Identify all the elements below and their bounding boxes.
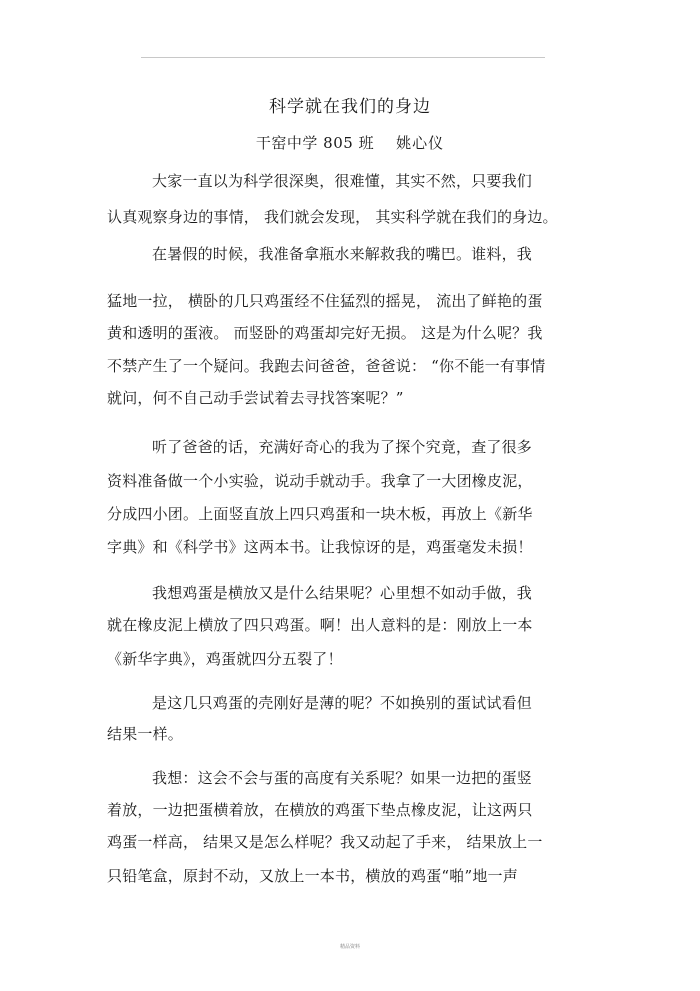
paragraph-line: 在暑假的时候，我准备拿瓶水来解救我的嘴巴。谁料，我 <box>152 245 533 263</box>
paragraph-line: 我想鸡蛋是横放又是什么结果呢？心里想不如动手做，我 <box>152 584 533 602</box>
byline-author: 姚心仪 <box>396 134 445 152</box>
paragraph-line: 就问，何不自己动手尝试着去寻找答案呢？” <box>107 389 404 407</box>
paragraph-line: 听了爸爸的话，充满好奇心的我为了探个究竟，查了很多 <box>152 438 533 456</box>
byline-school: 干窑中学 805 班 <box>255 134 375 152</box>
paragraph-line: 只铅笔盒，原封不动，又放上一本书，横放的鸡蛋“啪”地一声 <box>107 867 518 885</box>
footer-watermark: 精品资料 <box>339 944 360 950</box>
paragraph-line: 字典》和《科学书》这两本书。让我惊讶的是，鸡蛋毫发未损！ <box>107 538 533 556</box>
paragraph-line: 就在橡皮泥上横放了四只鸡蛋。啊！出人意料的是：刚放上一本 <box>107 616 533 634</box>
paragraph-line: 认真观察身边的事情， 我们就会发现， 其实科学就在我们的身边。 <box>107 208 558 226</box>
paragraph-line: 鸡蛋一样高， 结果又是怎么样呢？我又动起了手来， 结果放上一 <box>107 833 543 851</box>
paragraph-line: 黄和透明的蛋液。 而竖卧的鸡蛋却完好无损。 这是为什么呢？我 <box>107 324 543 342</box>
paragraph-line: 分成四小团。上面竖直放上四只鸡蛋和一块木板，再放上《新华 <box>107 505 533 523</box>
byline <box>0 132 700 153</box>
paragraph-line: 《新华字典》，鸡蛋就四分五裂了！ <box>107 650 343 668</box>
top-rule <box>141 57 545 58</box>
paragraph-line: 资料准备做一个小实验，说动手就动手。我拿了一大团橡皮泥， <box>107 472 533 490</box>
paragraph-line: 大家一直以为科学很深奥，很难懂，其实不然，只要我们 <box>152 172 533 190</box>
document-title: 科学就在我们的身边 <box>269 97 431 117</box>
paragraph-line: 我想：这会不会与蛋的高度有关系呢？如果一边把的蛋竖 <box>152 769 533 787</box>
paragraph-line: 结果一样。 <box>107 725 184 743</box>
paragraph-line: 着放，一边把蛋横着放，在横放的鸡蛋下垫点橡皮泥，让这两只 <box>107 801 533 819</box>
paragraph-line: 不禁产生了一个疑问。我跑去问爸爸，爸爸说： “你不能一有事情 <box>107 357 546 375</box>
paragraph-line: 猛地一拉， 横卧的几只鸡蛋经不住猛烈的摇晃， 流出了鲜艳的蛋 <box>107 292 543 310</box>
paragraph-line: 是这几只鸡蛋的壳刚好是薄的呢？不如换别的蛋试试看但 <box>152 694 533 712</box>
